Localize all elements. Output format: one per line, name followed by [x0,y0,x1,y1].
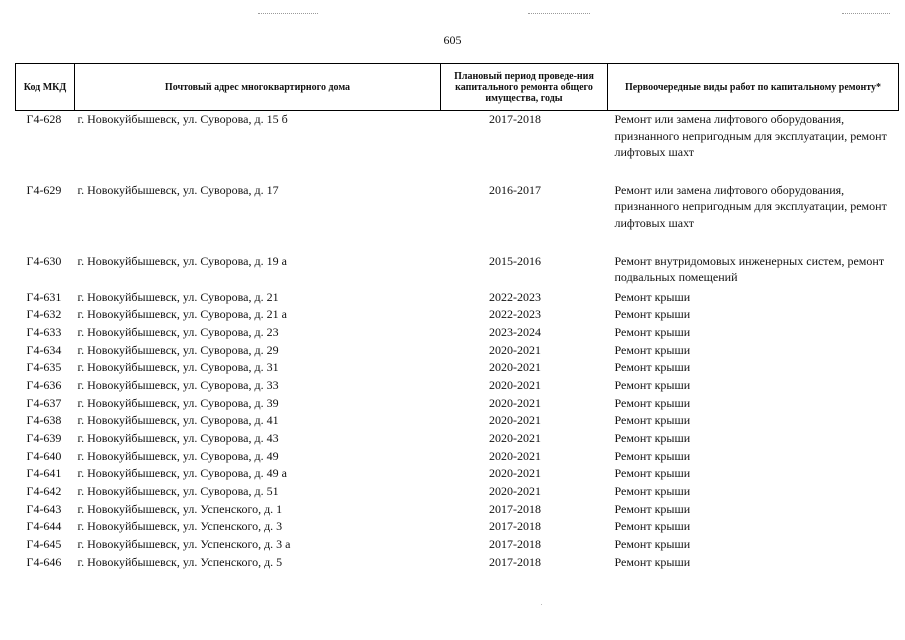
table-body [16,111,899,572]
table-row [16,518,899,536]
cell-address: г. Новокуйбышевск, ул. Суворова, д. 49 а [77,466,287,481]
repair-register-table [15,63,899,572]
page-number: 605 [443,33,462,47]
cell-address: г. Новокуйбышевск, ул. Суворова, д. 43 [77,431,279,445]
cell-code: Г4-646 [26,554,62,569]
cell-period: 2017-2018 [489,112,541,126]
cell-address: г. Новокуйбышевск, ул. Суворова, д. 17 [77,182,279,197]
cell-address: г. Новокуйбышевск, ул. Суворова, д. 41 [77,413,279,428]
cell-period: 2020-2021 [489,466,541,481]
cell-works: Ремонт крыши [614,431,691,445]
header-period: Плановый период проведе-ния капитального ремонта общего имущества, годы [441,64,608,111]
table-row [16,536,899,554]
cell-code: Г4-628 [26,112,62,126]
table-row [16,111,899,182]
cell-period: 2016-2017 [489,182,541,197]
cell-period: 2020-2021 [489,448,541,463]
cell-works: Ремонт крыши [614,519,691,534]
cell-works: Ремонт крыши [614,448,691,463]
cell-works: Ремонт крыши [614,484,691,499]
cell-code: Г4-634 [26,342,62,357]
cell-code: Г4-641 [26,466,62,481]
scan-mark [842,13,890,14]
cell-works: Ремонт или замена лифтового оборудования, признанного непригодным для эксплуатации, ремонт лифтовых шахт [614,182,887,230]
cell-period: 2020-2021 [489,413,541,428]
cell-works: Ремонт крыши [614,537,691,552]
cell-address: г. Новокуйбышевск, ул. Суворова, д. 49 [77,448,279,463]
cell-works: Ремонт крыши [614,307,691,322]
cell-address: г. Новокуйбышевск, ул. Суворова, д. 21 а [77,307,287,322]
table-row [16,465,899,483]
cell-address: г. Новокуйбышевск, ул. Суворова, д. 15 б [77,112,288,126]
cell-period: 2020-2021 [489,360,541,375]
scan-speck [541,604,542,605]
table-row [16,342,899,360]
cell-code: Г4-632 [26,307,62,322]
cell-code: Г4-638 [26,413,62,428]
cell-address: г. Новокуйбышевск, ул. Успенского, д. 5 [77,554,283,569]
table-row [16,324,899,342]
table-header-row [16,64,899,111]
cell-code: Г4-637 [26,395,62,410]
cell-code: Г4-630 [26,253,62,268]
scan-mark [258,13,318,14]
cell-address: г. Новокуйбышевск, ул. Суворова, д. 31 [77,360,279,375]
cell-address: г. Новокуйбышевск, ул. Суворова, д. 33 [77,377,279,392]
table-row [16,430,899,448]
table-row [16,448,899,466]
cell-works: Ремонт крыши [614,501,691,516]
cell-period: 2020-2021 [489,342,541,357]
cell-address: г. Новокуйбышевск, ул. Суворова, д. 39 [77,395,279,410]
cell-period: 2020-2021 [489,431,541,445]
table-row [16,253,899,289]
cell-address: г. Новокуйбышевск, ул. Суворова, д. 29 [77,342,279,357]
table-row [16,377,899,395]
table-row [16,306,899,324]
cell-code: Г4-631 [26,289,62,304]
cell-code: Г4-645 [26,537,62,552]
cell-works: Ремонт крыши [614,377,691,392]
table-row [16,395,899,413]
cell-period: 2023-2024 [489,324,541,339]
cell-code: Г4-635 [26,360,62,375]
cell-period: 2020-2021 [489,377,541,392]
cell-period: 2020-2021 [489,395,541,410]
cell-code: Г4-643 [26,501,62,516]
cell-code: Г4-642 [26,484,62,499]
header-address: Почтовый адрес многоквартирного дома [75,64,441,111]
header-works: Первоочередные виды работ по капитальному ремонту* [608,64,899,111]
cell-period: 2017-2018 [489,519,541,534]
cell-works: Ремонт крыши [614,466,691,481]
cell-code: Г4-636 [26,377,62,392]
table-row [16,412,899,430]
table-row [16,182,899,253]
cell-period: 2017-2018 [489,501,541,516]
cell-code: Г4-633 [26,324,62,339]
cell-address: г. Новокуйбышевск, ул. Успенского, д. 3 а [77,537,291,552]
cell-works: Ремонт крыши [614,342,691,357]
cell-address: г. Новокуйбышевск, ул. Успенского, д. 3 [77,519,283,534]
cell-period: 2022-2023 [489,307,541,322]
cell-address: г. Новокуйбышевск, ул. Успенского, д. 1 [77,501,283,516]
table-row [16,554,899,572]
cell-works: Ремонт крыши [614,289,691,304]
table-row [16,289,899,307]
table-row [16,483,899,501]
cell-period: 2022-2023 [489,289,541,304]
table-row [16,359,899,377]
cell-works: Ремонт крыши [614,395,691,410]
cell-address: г. Новокуйбышевск, ул. Суворова, д. 21 [77,289,279,304]
table-row [16,501,899,519]
cell-address: г. Новокуйбышевск, ул. Суворова, д. 19 а [77,253,287,268]
cell-works: Ремонт крыши [614,360,691,375]
header-code: Код МКД [16,64,75,111]
cell-works: Ремонт крыши [614,554,691,569]
cell-address: г. Новокуйбышевск, ул. Суворова, д. 51 [77,484,279,499]
cell-works: Ремонт внутридомовых инженерных систем, ремонт подвальных помещений [614,253,885,284]
cell-code: Г4-640 [26,448,62,463]
cell-period: 2017-2018 [489,537,541,552]
cell-code: Г4-639 [26,431,62,445]
cell-works: Ремонт или замена лифтового оборудования, признанного непригодным для эксплуатации, ремонт лифтовых шахт [614,112,887,159]
cell-code: Г4-644 [26,519,62,534]
cell-address: г. Новокуйбышевск, ул. Суворова, д. 23 [77,324,279,339]
scan-mark [528,13,590,14]
cell-code: Г4-629 [26,182,62,197]
cell-works: Ремонт крыши [614,413,691,428]
cell-period: 2015-2016 [489,253,541,268]
cell-period: 2017-2018 [489,554,541,569]
cell-period: 2020-2021 [489,484,541,499]
cell-works: Ремонт крыши [614,324,691,339]
